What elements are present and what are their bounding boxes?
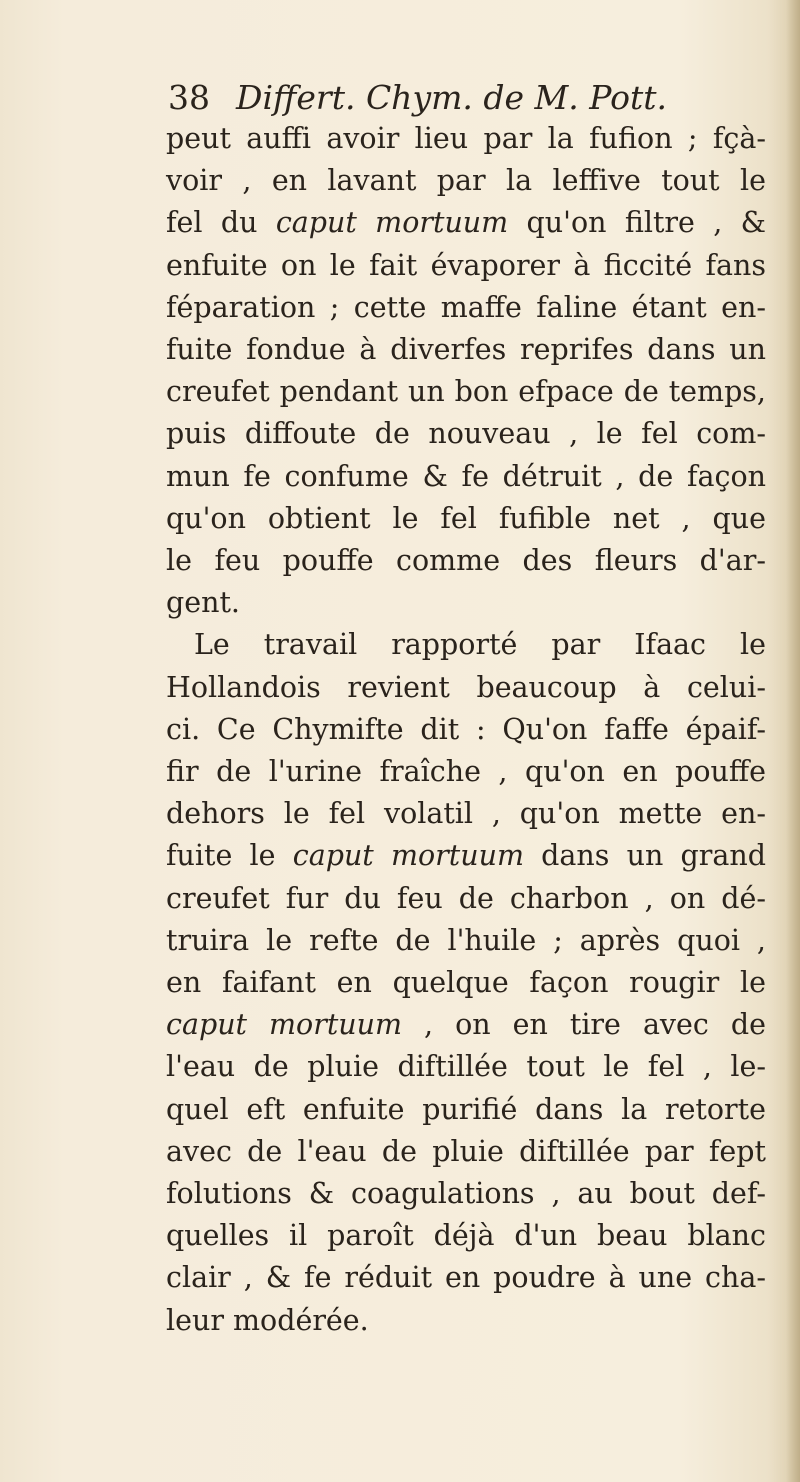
text-line: avec de l'eau de pluie diftillée par fept <box>166 1134 766 1168</box>
body-text <box>166 118 766 1342</box>
page-gutter-shadow <box>786 0 800 1482</box>
text-line: gent. <box>166 586 240 620</box>
text-line: fel du caput mortuum qu'on filtre , & <box>166 206 767 240</box>
text-line: peut auffi avoir lieu par la fufion ; fçà- <box>166 122 766 155</box>
text-line: fuite le caput mortuum dans un grand <box>166 839 766 873</box>
text-line: féparation ; cette maffe faline étant en- <box>166 290 766 324</box>
text-line: creufet fur du feu de charbon , on dé- <box>166 881 766 915</box>
page-header <box>168 76 667 120</box>
running-title: Differt. Chym. de M. Pott. <box>236 78 668 117</box>
text-line: qu'on obtient le fel fufible net , que <box>166 501 766 535</box>
text-line: quel eft enfuite purifié dans la retorte <box>166 1092 766 1126</box>
italic-phrase: caput mortuum <box>292 839 524 873</box>
text-line: enfuite on le fait évaporer à ficcité fans <box>166 248 766 282</box>
text-line: folutions & coagulations , au bout def- <box>166 1177 766 1211</box>
text-line: fuite fondue à diverfes reprifes dans un <box>166 333 766 367</box>
page-number: 38 <box>168 78 210 117</box>
text-line: Hollandois revient beaucoup à celui- <box>166 670 766 704</box>
text-line: dehors le fel volatil , qu'on mette en- <box>166 797 766 831</box>
text-line: quelles il paroît déjà d'un beau blanc <box>166 1219 766 1253</box>
text-line: truira le refte de l'huile ; après quoi , <box>166 923 766 957</box>
text-line: l'eau de pluie diftillée tout le fel , le- <box>166 1050 766 1084</box>
text-line: le feu pouffe comme des fleurs d'ar- <box>166 544 766 578</box>
italic-phrase: caput mortuum <box>166 1008 403 1042</box>
text-line: mun fe confume & fe détruit , de façon <box>166 459 766 493</box>
text-line: clair , & fe réduit en poudre à une cha- <box>166 1261 766 1295</box>
text-line: fir de l'urine fraîche , qu'on en pouffe <box>166 755 766 789</box>
text-line: caput mortuum , on en tire avec de <box>166 1008 766 1042</box>
text-line: puis diffoute de nouveau , le fel com- <box>166 417 766 451</box>
text-line: creufet pendant un bon efpace de temps, <box>166 375 766 409</box>
text-line: leur modérée. <box>166 1303 369 1337</box>
text-line: Le travail rapporté par Ifaac le <box>194 628 766 662</box>
text-line: en faifant en quelque façon rougir le <box>166 966 766 1000</box>
text-line: voir , en lavant par la leffive tout le <box>166 164 766 198</box>
text-line: ci. Ce Chymifte dit : Qu'on faffe épaif- <box>166 712 766 746</box>
italic-phrase: caput mortuum <box>275 206 509 240</box>
